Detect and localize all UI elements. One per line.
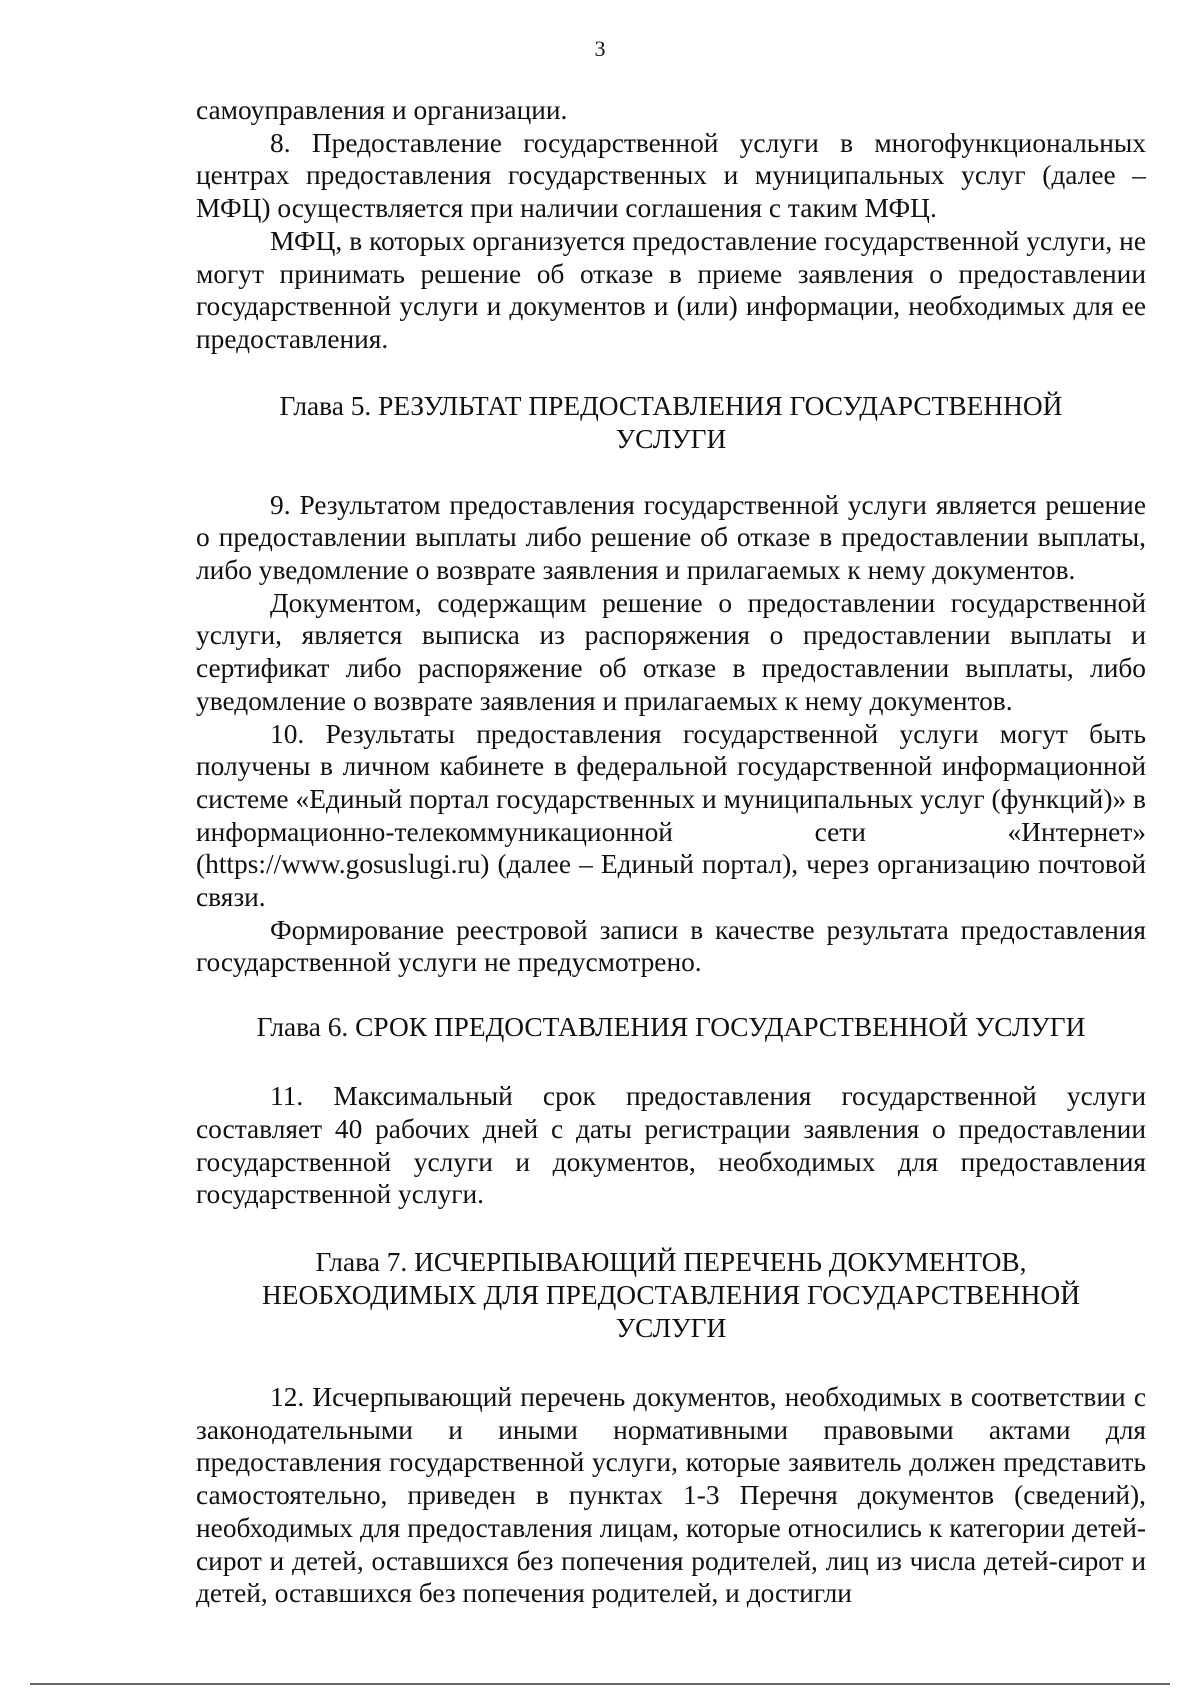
- chapter-7-title-line-3: УСЛУГИ: [615, 1312, 727, 1343]
- chapter-5-title-line-1: Глава 5. РЕЗУЛЬТАТ ПРЕДОСТАВЛЕНИЯ ГОСУДАРСТВЕННОЙ: [279, 390, 1063, 421]
- paragraph-mfc: МФЦ, в которых организуется предоставление государственной услуги, не могут принимать решение об отказе в приеме заявления о предоставлении государственной услуги и документов и (или) информации, необходимых для ее предоставления.: [196, 225, 1146, 354]
- page-number: 3: [594, 36, 606, 61]
- chapter-7-heading: [196, 1246, 1146, 1345]
- paragraph-12: 12. Исчерпывающий перечень документов, необходимых в соответствии с законодательными и иными нормативными правовыми актами для предоставления государственной услуги, которые заявитель должен представить самостоятельно, приведен в пунктах 1-3 Перечня документов (сведений), необходимых для предоставления лицам, которые относились к категории детей-сирот и детей, оставшихся без попечения родителей, лиц из числа детей-сирот и детей, оставшихся без попечения родителей, и достигли: [196, 1381, 1146, 1609]
- chapter-6-heading: [196, 1011, 1146, 1044]
- chapter-6-title-line-1: Глава 6. СРОК ПРЕДОСТАВЛЕНИЯ ГОСУДАРСТВЕННОЙ УСЛУГИ: [256, 1012, 1086, 1043]
- paragraph-8: 8. Предоставление государственной услуги в многофункциональных центрах предоставления государственных и муниципальных услуг (далее – МФЦ) осуществляется при наличии соглашения с таким МФЦ.: [196, 127, 1146, 224]
- paragraph-11: 11. Максимальный срок предоставления государственной услуги составляет 40 рабочих дней с даты регистрации заявления о предоставлении государственной услуги и документов, необходимых для предоставления государственной услуги.: [196, 1081, 1146, 1210]
- paragraph-9: 9. Результатом предоставления государственной услуги является решение о предоставлении выплаты либо решение об отказе в предоставлении выплаты, либо уведомление о возврате заявления и прилагаемых к нему документов.: [196, 489, 1146, 586]
- paragraph-registry-record: Формирование реестровой записи в качестве результата предоставления государственной услуги не предусмотрено.: [196, 914, 1146, 978]
- chapter-5-heading: [196, 390, 1146, 456]
- chapter-7-title-line-1: Глава 7. ИСЧЕРПЫВАЮЩИЙ ПЕРЕЧЕНЬ ДОКУМЕНТОВ,: [315, 1246, 1027, 1277]
- chapter-5-title-line-2: УСЛУГИ: [615, 423, 727, 454]
- paragraph-continuation: самоуправления и организации.: [196, 95, 568, 125]
- chapter-7-title-line-2: НЕОБХОДИМЫХ ДЛЯ ПРЕДОСТАВЛЕНИЯ ГОСУДАРСТВЕННОЙ: [262, 1279, 1080, 1310]
- page-bottom-rule: [30, 1683, 1170, 1685]
- document-body: [196, 94, 1146, 1610]
- paragraph-document-decision: Документом, содержащим решение о предоставлении государственной услуги, является выписка из распоряжения о предоставлении выплаты и сертификат либо распоряжение об отказе в предоставлении выплаты, либо уведомление о возврате заявления и прилагаемых к нему документов.: [196, 587, 1146, 716]
- paragraph-10: 10. Результаты предоставления государственной услуги могут быть получены в личном кабинете в федеральной государственной информационной системе «Единый портал государственных и муниципальных услуг (функций)» в информационно-телекоммуникационной сети «Интернет» (https://www.gosuslugi.ru) (далее – Единый портал), через организацию почтовой связи.: [196, 718, 1146, 913]
